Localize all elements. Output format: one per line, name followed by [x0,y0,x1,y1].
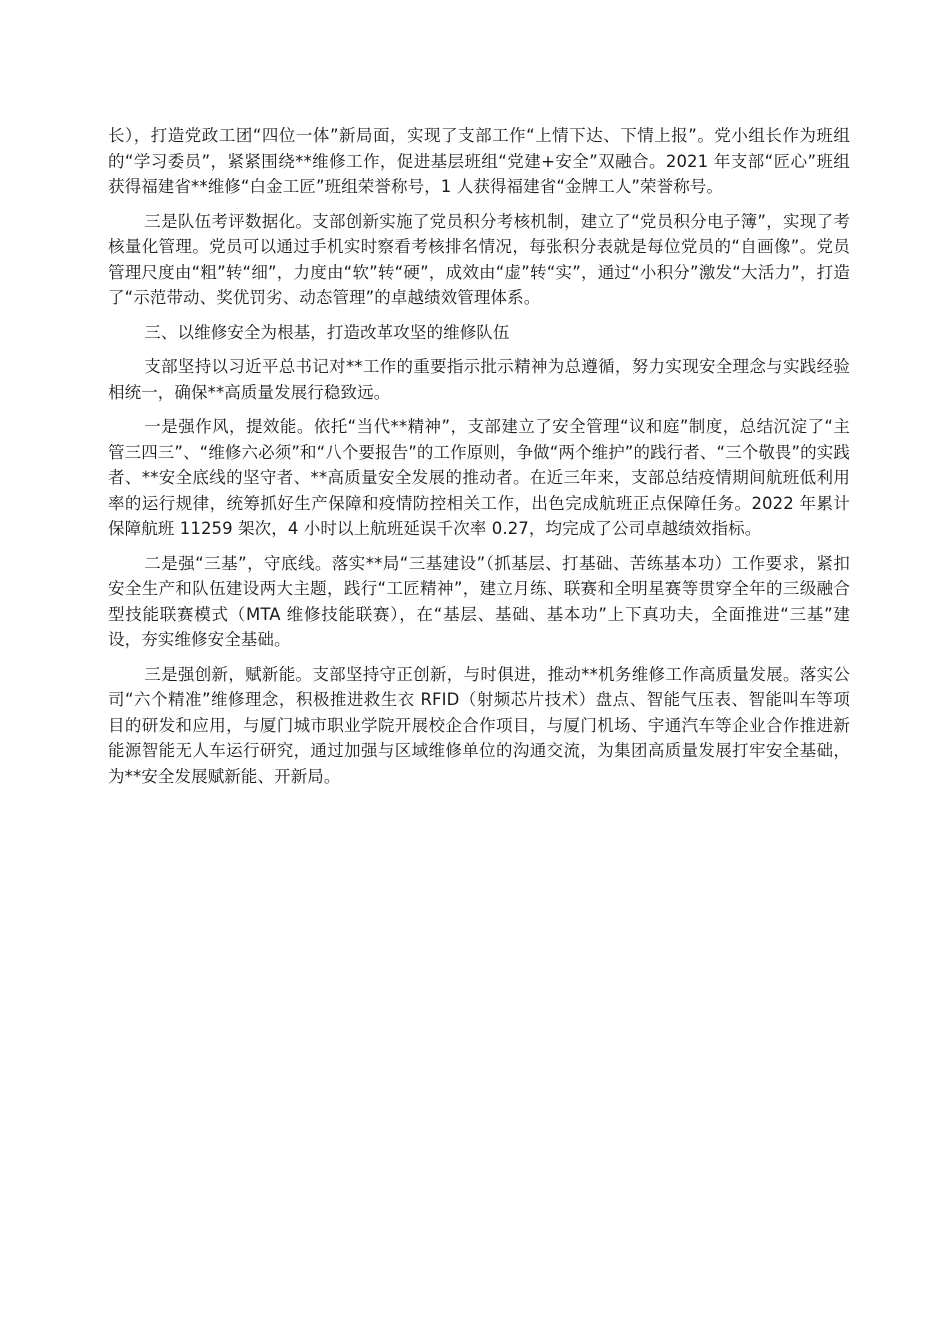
paragraph-continuation: 长），打造党政工团“四位一体”新局面，实现了支部工作“上情下达、下情上报”。党小组长作为班组的“学习委员”，紧紧围绕**维修工作，促进基层班组“党建+安全”双融合。2021 年支部“匠心”班组获得福建省**维修“白金工匠”班组荣誉称号，1 人获得福建省“金牌工人”荣誉称号。 [108,126,850,196]
paragraph-three-basics: 二是强“三基”，守底线。落实**局“三基建设”（抓基层、打基础、苦练基本功）工作要求，紧扣安全生产和队伍建设两大主题，践行“工匠精神”，建立月练、联赛和全明星赛等贯穿全年的三级融合型技能联赛模式（MTA 维修技能联赛），在“基层、基础、基本功”上下真功夫，全面推进“三基”建设，夯实维修安全基础。 [108,553,850,649]
section-heading: 三、以维修安全为根基，打造改革攻坚的维修队伍 [144,322,510,342]
paragraph-section-intro: 支部坚持以习近平总书记对**工作的重要指示批示精神为总遵循，努力实现安全理念与实践经验相统一，确保**高质量发展行稳致远。 [108,357,850,402]
paragraph-innovation: 三是强创新，赋新能。支部坚持守正创新，与时俱进，推动**机务维修工作高质量发展。落实公司“六个精准”维修理念，积极推进救生衣 RFID（射频芯片技术）盘点、智能气压表、智能叫车等项目的研发和应用，与厦门城市职业学院开展校企合作项目，与厦门机场、宇通汽车等企业合作推进新能源智能无人车运行研究，通过加强与区域维修单位的沟通交流，为集团高质量发展打牢安全基础，为**安全发展赋新能、开新局。 [108,664,850,786]
paragraph-team-evaluation: 三是队伍考评数据化。支部创新实施了党员积分考核机制，建立了“党员积分电子簿”，实现了考核量化管理。党员可以通过手机实时察看考核排名情况，每张积分表就是每位党员的“自画像”。党员管理尺度由“粗”转“细”，力度由“软”转“硬”，成效由“虚”转“实”，通过“小积分”激发“大活力”，打造了“示范带动、奖优罚劣、动态管理”的卓越绩效管理体系。 [108,211,850,307]
document-body [108,123,850,798]
paragraph-strong-style: 一是强作风，提效能。依托“当代**精神”，支部建立了安全管理“议和庭”制度，总结沉淀了“主管三四三”、“维修六必须”和“八个要报告”的工作原则，争做“两个维护”的践行者、“三个敬畏”的实践者、**安全底线的坚守者、**高质量安全发展的推动者。在近三年来，支部总结疫情期间航班低利用率的运行规律，统筹抓好生产保障和疫情防控相关工作，出色完成航班正点保障任务。2022 年累计保障航班 11259 架次，4 小时以上航班延误千次率 0.27，均完成了公司卓越绩效指标。 [108,417,850,538]
